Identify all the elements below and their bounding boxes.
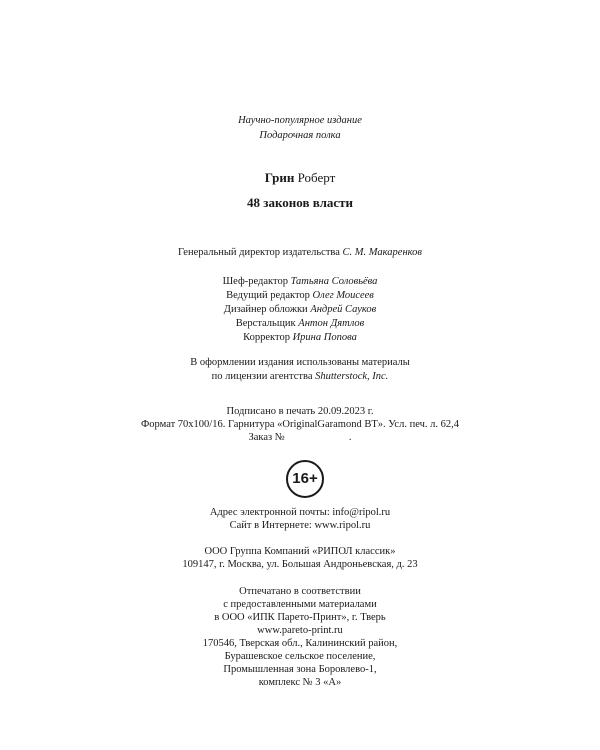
chief-editor-name: Татьяна Соловьёва <box>290 276 378 287</box>
format-line: Формат 70x100/16. Гарнитура «OriginalGaramond BT». Усл. печ. л. 62,4 <box>140 419 459 430</box>
author-line <box>0 171 600 184</box>
layout-designer-name: Антон Дятлов <box>298 318 365 329</box>
age-rating-badge: 16+ <box>286 460 324 498</box>
publisher-name: ООО Группа Компаний «РИПОЛ классик» <box>204 546 396 557</box>
proofreader-line <box>0 333 600 344</box>
printer-line-7: Промышленная зона Боровлево-1, <box>223 664 377 675</box>
order-line <box>0 433 600 444</box>
director-line <box>0 248 600 259</box>
publisher-address: 109147, г. Москва, ул. Большая Андроньевская, д. 23 <box>182 559 418 570</box>
author-first-name: Роберт <box>297 170 336 185</box>
director-name: С. М. Макаренков <box>342 247 422 258</box>
printer-line-1: Отпечатано в соответствии <box>239 586 361 597</box>
printer-line-3: в ООО «ИПК Парето-Принт», г. Тверь <box>214 612 386 623</box>
director-role: Генеральный директор издательства <box>178 247 340 258</box>
genre-line: Научно-популярное издание <box>238 115 362 126</box>
layout-designer-role: Верстальщик <box>235 318 296 329</box>
printer-line-2: с предоставленными материалами <box>223 599 377 610</box>
order-end: . <box>348 432 352 443</box>
order-label: Заказ № <box>248 432 285 443</box>
lead-editor-role: Ведущий редактор <box>226 290 310 301</box>
lead-editor-name: Олег Моисеев <box>312 290 374 301</box>
book-title: 48 законов власти <box>246 195 354 210</box>
lead-editor-line <box>0 291 600 302</box>
cover-designer-name: Андрей Сауков <box>310 304 377 315</box>
license-agency: Shutterstock, Inc. <box>315 371 389 382</box>
website-line: Сайт в Интернете: www.ripol.ru <box>229 520 371 531</box>
author-last-name: Грин <box>264 170 295 185</box>
license-line-2 <box>0 372 600 383</box>
proofreader-role: Корректор <box>243 332 290 343</box>
printer-line-5: 170546, Тверская обл., Калининский район, <box>202 638 398 649</box>
printer-line-6: Бурашевское сельское поселение, <box>224 651 376 662</box>
license-prefix: по лицензии агентства <box>211 371 313 382</box>
chief-editor-role: Шеф-редактор <box>222 276 288 287</box>
license-line-1: В оформлении издания использованы материалы <box>190 357 410 368</box>
signed-date-line: Подписано в печать 20.09.2023 г. <box>226 406 374 417</box>
printer-line-4: www.pareto-print.ru <box>257 625 343 636</box>
layout-designer-line <box>0 319 600 330</box>
cover-designer-line <box>0 305 600 316</box>
series-line: Подарочная полка <box>259 130 341 141</box>
chief-editor-line <box>0 277 600 288</box>
email-line: Адрес электронной почты: info@ripol.ru <box>209 507 391 518</box>
proofreader-name: Ирина Попова <box>292 332 357 343</box>
printer-line-8: комплекс № 3 «А» <box>258 677 342 688</box>
cover-designer-role: Дизайнер обложки <box>223 304 308 315</box>
